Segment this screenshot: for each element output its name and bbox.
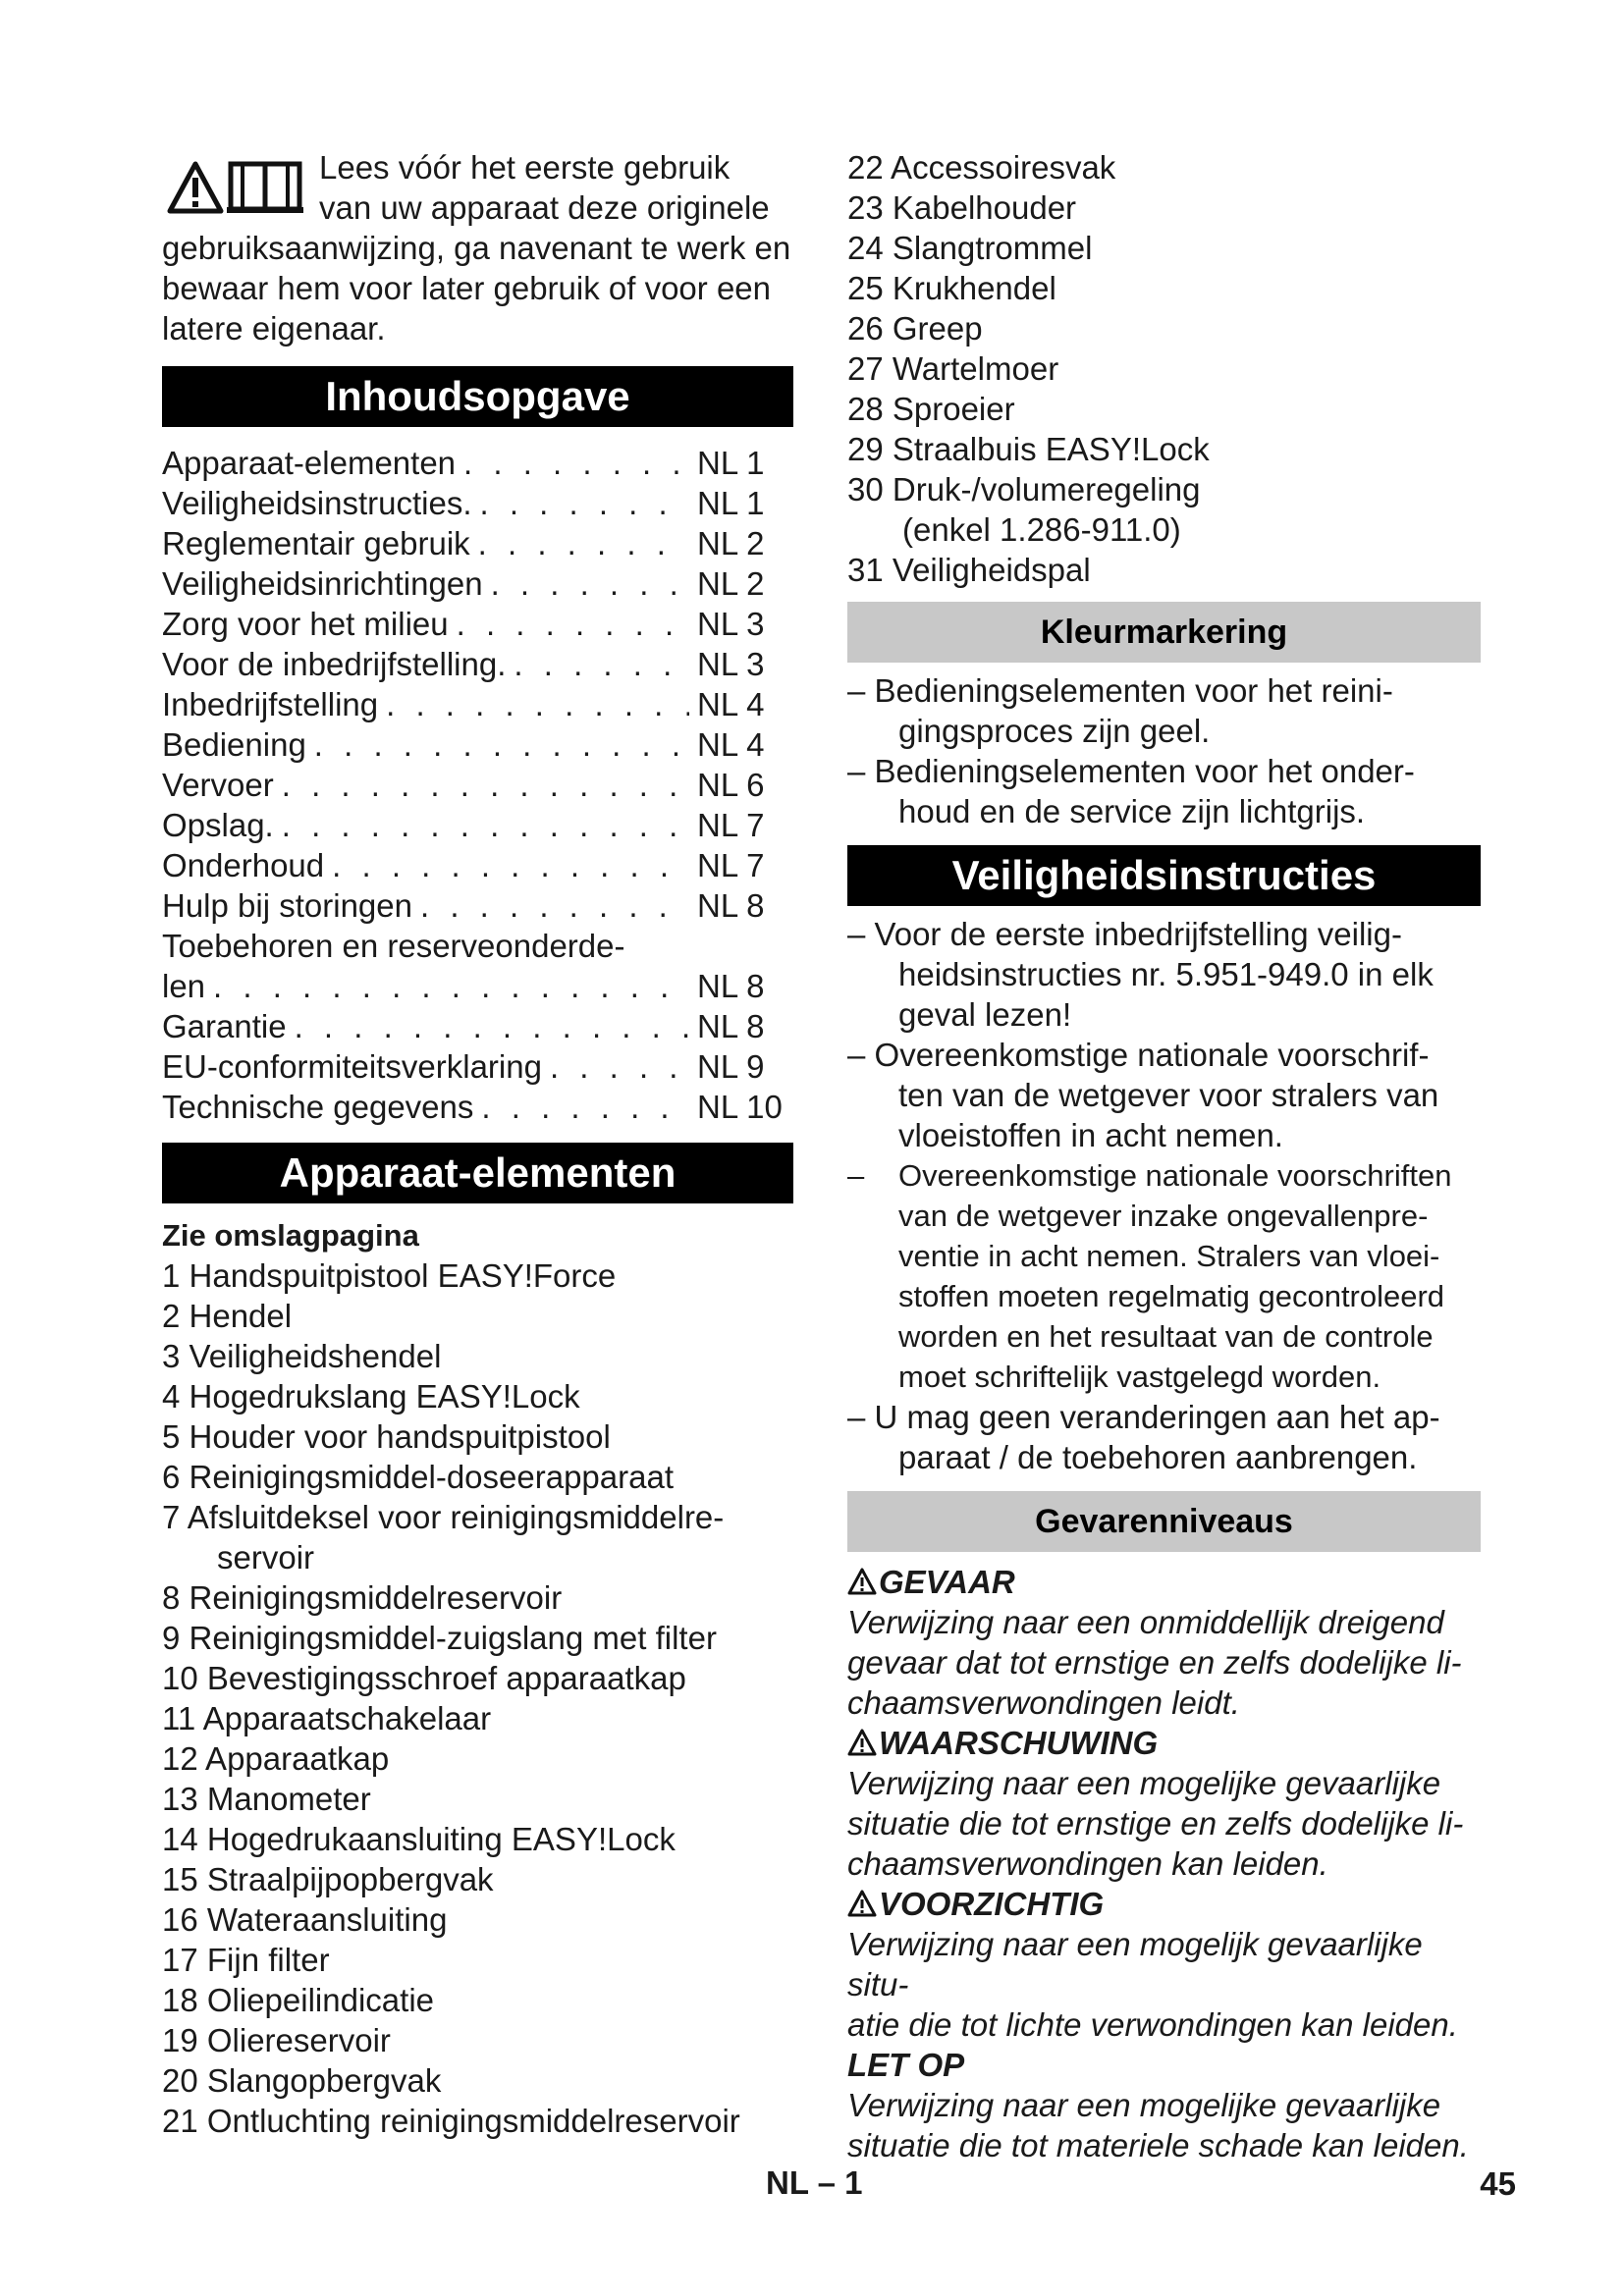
list-item: – Overeenkomstige nationale voorschrif- ten van de wetgever voor stralers van vloeistoffen in acht nemen. xyxy=(847,1037,1439,1153)
toc-entry: Onderhoud . . . NL 7 xyxy=(162,845,793,885)
toc-entry: Apparaat-elementen . . . NL 1 xyxy=(162,443,793,483)
right-column xyxy=(847,147,1481,2165)
list-item: – Overeenkomstige nationale voorschriften van de wetgever inzake ongevallenpre- ventie in acht nemen. Stralers van vloei- stoffen moeten regelmatig gecontroleerd worden en het resultaat van de controle moet schriftelijk vastgelegd worden. xyxy=(847,1158,1452,1394)
list-item: 12 Apparaatkap xyxy=(162,1740,390,1777)
hazard-level-danger: GEVAAR xyxy=(847,1562,1481,1602)
list-item: 26 Greep xyxy=(847,310,983,347)
list-item: 23 Kabelhouder xyxy=(847,189,1077,226)
list-item: 8 Reinigingsmiddelreservoir xyxy=(162,1579,563,1616)
toc-entry: Zorg voor het milieu . . . NL 3 xyxy=(162,604,793,644)
color-marking-list xyxy=(847,670,1481,831)
intro-block xyxy=(162,147,793,348)
hazard-text: Verwijzing naar een onmiddellijk dreigend gevaar dat tot ernstige en zelfs dodelijke li- chaamsverwondingen leidt. xyxy=(847,1604,1462,1721)
color-marking-heading: Kleurmarkering xyxy=(847,602,1481,663)
list-item: 15 Straalpijpopbergvak xyxy=(162,1861,494,1897)
toc-entry: Voor de inbedrijfstelling. . . . NL 3 xyxy=(162,644,793,684)
hazard-text: Verwijzing naar een mogelijke gevaarlijke situatie die tot ernstige en zelfs dodelijke li- chaamsverwondingen kan leiden. xyxy=(847,1765,1464,1882)
toc-entry: EU-conformiteitsverklaring . . . NL 9 xyxy=(162,1046,793,1087)
list-item: – U mag geen veranderingen aan het ap- paraat / de toebehoren aanbrengen. xyxy=(847,1399,1440,1475)
list-item: – Voor de eerste inbedrijfstelling veilig- heidsinstructies nr. 5.951-949.0 in elk geval lezen! xyxy=(847,916,1434,1033)
warning-manual-icon xyxy=(166,158,307,217)
elements-heading: Apparaat-elementen xyxy=(162,1143,793,1203)
hazard-level-warning: WAARSCHUWING xyxy=(847,1723,1481,1763)
safety-heading: Veiligheidsinstructies xyxy=(847,845,1481,906)
hazard-text: Verwijzing naar een mogelijk gevaarlijke situ- atie die tot lichte verwondingen kan leiden. xyxy=(847,1926,1458,2043)
toc-entry: Vervoer . . . NL 6 xyxy=(162,765,793,805)
page-number: 45 xyxy=(1480,2165,1516,2202)
list-item: 17 Fijn filter xyxy=(162,1942,330,1978)
intro-line-1: Lees vóór het eerste gebruik xyxy=(319,149,731,186)
toc-heading: Inhoudsopgave xyxy=(162,366,793,427)
intro-line-2: van uw apparaat deze originele xyxy=(319,189,770,226)
list-item: 31 Veiligheidspal xyxy=(847,552,1091,588)
intro-text: gebruiksaanwijzing, ga navenant te werk en bewaar hem voor later gebruik of voor een latere eigenaar. xyxy=(162,230,791,347)
hazard-text: Verwijzing naar een mogelijke gevaarlijke situatie die tot materiele schade kan leiden. xyxy=(847,2087,1469,2163)
list-item: 27 Wartelmoer xyxy=(847,350,1059,387)
elements-list-continued xyxy=(847,147,1481,590)
list-item: 20 Slangopbergvak xyxy=(162,2062,442,2099)
list-item: – Bedieningselementen voor het onder- houd en de service zijn lichtgrijs. xyxy=(847,753,1415,829)
toc-entry: Opslag. . . . NL 7 xyxy=(162,805,793,845)
hazard-list xyxy=(847,1562,1481,2165)
toc-entry: Veiligheidsinrichtingen . . . NL 2 xyxy=(162,563,793,604)
list-item: 10 Bevestigingsschroef apparaatkap xyxy=(162,1660,686,1696)
toc-entry: Garantie . . . NL 8 xyxy=(162,1006,793,1046)
list-item: 18 Oliepeilindicatie xyxy=(162,1982,435,2018)
safety-list xyxy=(847,914,1481,1477)
elements-subheading: Zie omslagpagina xyxy=(162,1218,419,1253)
hazard-level-notice: LET OP xyxy=(847,2047,965,2083)
list-item: 11 Apparaatschakelaar xyxy=(162,1700,492,1736)
toc-entry-wrapped: Toebehoren en reserveonderde- xyxy=(162,928,625,964)
list-item: 28 Sproeier xyxy=(847,391,1015,427)
toc-entry: len . . . NL 8 xyxy=(162,966,793,1006)
list-item: 5 Houder voor handspuitpistool xyxy=(162,1418,611,1455)
warning-triangle-icon xyxy=(847,1890,877,1917)
list-item: 24 Slangtrommel xyxy=(847,230,1093,266)
list-item: 30 Druk-/volumeregeling (enkel 1.286-911.0) xyxy=(847,471,1201,548)
toc-entry: Inbedrijfstelling . . . NL 4 xyxy=(162,684,793,724)
left-column xyxy=(162,147,793,2141)
list-item: 4 Hogedrukslang EASY!Lock xyxy=(162,1378,580,1415)
list-item: 16 Wateraansluiting xyxy=(162,1901,448,1938)
list-item: 6 Reinigingsmiddel-doseerapparaat xyxy=(162,1459,674,1495)
list-item: 14 Hogedrukaansluiting EASY!Lock xyxy=(162,1821,676,1857)
elements-list xyxy=(162,1215,793,2141)
toc-entry: Bediening . . . NL 4 xyxy=(162,724,793,765)
list-item: 21 Ontluchting reinigingsmiddelreservoir xyxy=(162,2103,740,2139)
list-item: 3 Veiligheidshendel xyxy=(162,1338,442,1374)
list-item: 25 Krukhendel xyxy=(847,270,1056,306)
warning-triangle-icon xyxy=(847,1729,877,1756)
toc-entry: Technische gegevens . . . NL 10 xyxy=(162,1087,793,1127)
list-item: – Bedieningselementen voor het reini- gingsproces zijn geel. xyxy=(847,672,1393,749)
toc-entry: Veiligheidsinstructies. . . . NL 1 xyxy=(162,483,793,523)
list-item: 7 Afsluitdeksel voor reinigingsmiddelre- servoir xyxy=(162,1499,725,1575)
list-item: 2 Hendel xyxy=(162,1298,293,1334)
warning-triangle-icon xyxy=(847,1568,877,1595)
hazard-level-caution: VOORZICHTIG xyxy=(847,1884,1481,1924)
toc-list xyxy=(162,443,793,1127)
toc-entry: Reglementair gebruik . . . NL 2 xyxy=(162,523,793,563)
list-item: 9 Reinigingsmiddel-zuigslang met filter xyxy=(162,1620,717,1656)
list-item: 29 Straalbuis EASY!Lock xyxy=(847,431,1210,467)
toc-entry: Hulp bij storingen . . . NL 8 xyxy=(162,885,793,926)
list-item: 22 Accessoiresvak xyxy=(847,149,1116,186)
list-item: 13 Manometer xyxy=(162,1781,371,1817)
footer-section-label: NL – 1 xyxy=(766,2164,863,2201)
list-item: 19 Oliereservoir xyxy=(162,2022,391,2058)
hazard-heading: Gevarenniveaus xyxy=(847,1491,1481,1552)
list-item: 1 Handspuitpistool EASY!Force xyxy=(162,1257,617,1294)
